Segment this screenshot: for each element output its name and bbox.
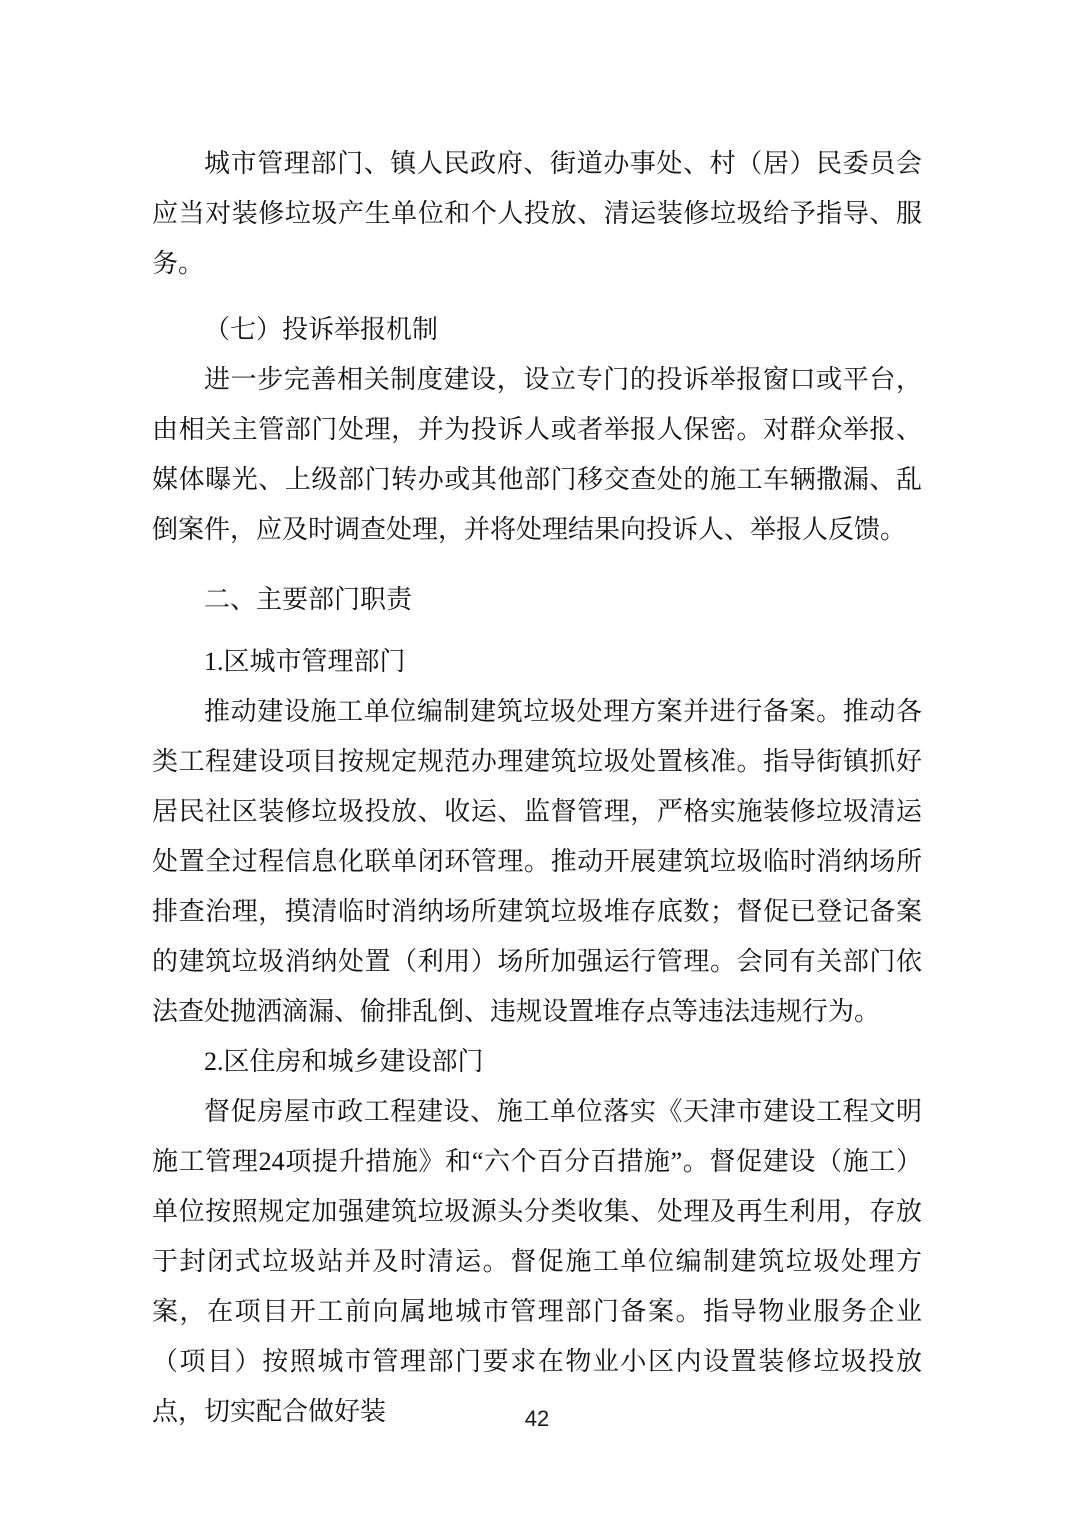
paragraph-urban-management-duties: 推动建设施工单位编制建筑垃圾处理方案并进行备案。推动各类工程建设项目按规定规范办理建筑垃圾处置核准。指导街镇抓好居民社区装修垃圾投放、收运、监督管理，严格实施装修垃圾清运处置全过程信息化联单闭环管理。推动开展建筑垃圾临时消纳场所排查治理，摸清临时消纳场所建筑垃圾堆存底数；督促已登记备案的建筑垃圾消纳处置（利用）场所加强运行管理。会同有关部门依法查处抛洒滴漏、偷排乱倒、违规设置堆存点等违法违规行为。 [152,697,922,1026]
heading-complaint-reporting-mechanism: （七）投诉举报机制 [204,315,439,344]
page-number: 42 [524,1406,550,1431]
document-body [152,139,922,1437]
heading-district-urban-management: 1.区城市管理部门 [204,647,406,676]
paragraph-housing-construction-duties: 督促房屋市政工程建设、施工单位落实《天津市建设工程文明施工管理24项提升措施》和“六个百分百措施”。督促建设（施工）单位按照规定加强建筑垃圾源头分类收集、处理及再生利用，存放于封闭式垃圾站并及时清运。督促施工单位编制建筑垃圾处理方案，在项目开工前向属地城市管理部门备案。指导物业服务企业（项目）按照城市管理部门要求在物业小区内设置装修垃圾投放点，切实配合做好装 [152,1097,922,1426]
paragraph-complaint-handling: 进一步完善相关制度建设，设立专门的投诉举报窗口或平台，由相关主管部门处理，并为投诉人或者举报人保密。对群众举报、媒体曝光、上级部门转办或其他部门移交查处的施工车辆撒漏、乱倒案件，应及时调查处理，并将处理结果向投诉人、举报人反馈。 [152,365,922,544]
paragraph-guidance-service: 城市管理部门、镇人民政府、街道办事处、村（居）民委员会应当对装修垃圾产生单位和个人投放、清运装修垃圾给予指导、服务。 [152,149,922,278]
heading-main-department-duties: 二、主要部门职责 [204,585,413,614]
heading-district-housing-construction: 2.区住房和城乡建设部门 [204,1047,484,1076]
